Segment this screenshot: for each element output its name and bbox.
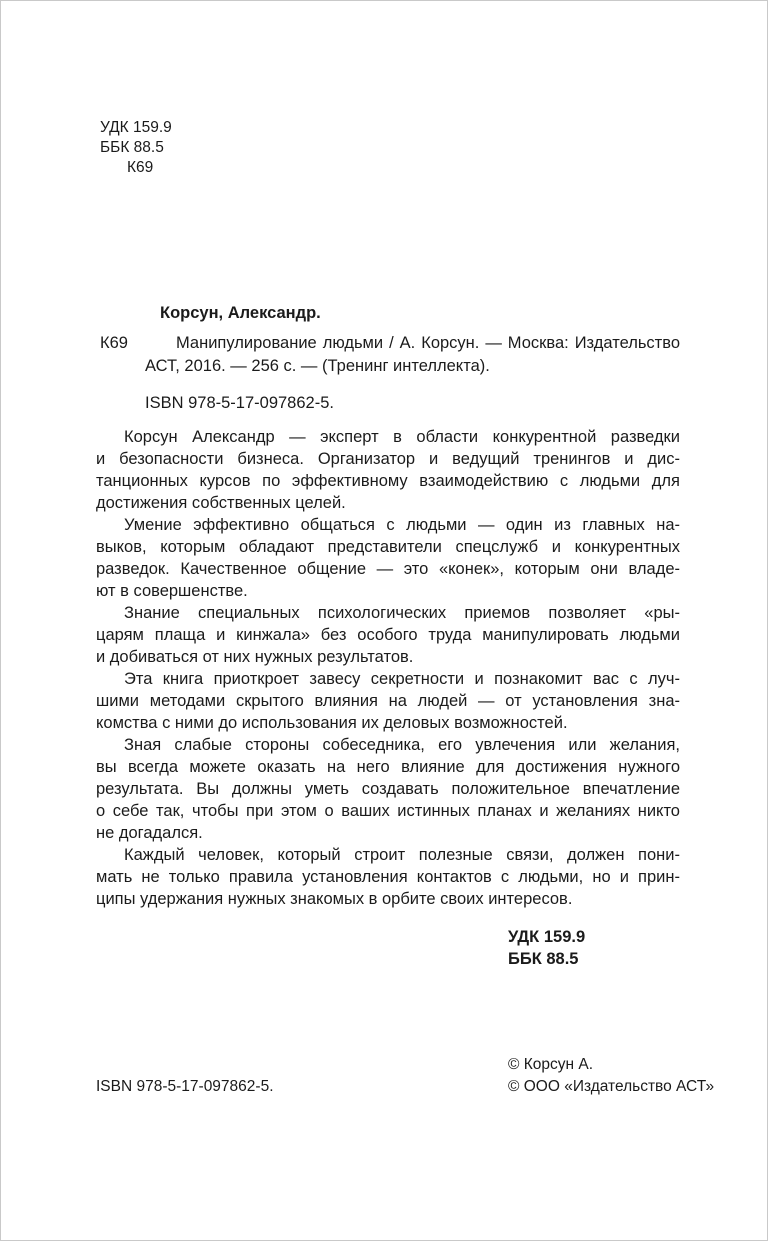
- paragraph: [96, 844, 680, 910]
- text-line: достижения собственных целей.: [96, 494, 346, 512]
- isbn-middle: ISBN 978-5-17-097862-5.: [145, 394, 334, 412]
- udk-code-bottom: УДК 159.9: [508, 928, 586, 946]
- text-line: шими методами скрытого влияния на людей — от установления зна-: [96, 692, 680, 710]
- text-line: разведок. Качественное общение — это «конек», которым они владе-: [96, 560, 680, 578]
- bbk-code-bottom: ББК 88.5: [508, 950, 579, 968]
- top-classification-block: [100, 118, 172, 178]
- author-sign-margin: К69: [100, 334, 128, 352]
- text-line: результата. Вы должны уметь создавать положительное впечатление: [96, 780, 680, 798]
- text-line: царям плаща и кинжала» без особого труда манипулировать людьми: [96, 626, 680, 644]
- text-line: мать не только правила установления контактов с людьми, но и прин-: [96, 868, 680, 886]
- author-heading: Корсун, Александр.: [160, 304, 321, 322]
- text-line: ют в совершенстве.: [96, 582, 248, 600]
- text-line: выков, которым обладают представители спецслужб и конкурентных: [96, 538, 680, 556]
- text-line: вы всегда можете оказать на него влияние для достижения нужного: [96, 758, 680, 776]
- text-line: Зная слабые стороны собеседника, его увлечения или желания,: [124, 736, 680, 754]
- text-line: не догадался.: [96, 824, 203, 842]
- text-line: Умение эффективно общаться с людьми — один из главных на-: [124, 516, 680, 534]
- copyright-author: © Корсун А.: [508, 1056, 594, 1073]
- bottom-classification-block: [508, 926, 585, 970]
- text-line: комства с ними до использования их деловых возможностей.: [96, 714, 568, 732]
- text-line: Каждый человек, который строит полезные связи, должен пони-: [124, 846, 680, 864]
- paragraph: [96, 734, 680, 844]
- bib-line: Манипулирование людьми / А. Корсун. — Москва: Издательство: [176, 334, 680, 352]
- text-line: Корсун Александр — эксперт в области конкурентной разведки: [124, 428, 680, 446]
- text-line: Знание специальных психологических приемов позволяет «ры-: [124, 604, 680, 622]
- text-line: и добиваться от них нужных результатов.: [96, 648, 414, 666]
- text-line: танционных курсов по эффективному взаимодействию с людьми для: [96, 472, 680, 490]
- text-line: ципы удержания нужных знакомых в орбите своих интересов.: [96, 890, 573, 908]
- text-line: о себе так, чтобы при этом о ваших истинных планах и желаниях никто: [96, 802, 680, 820]
- isbn-footer: ISBN 978-5-17-097862-5.: [96, 1078, 274, 1095]
- copyright-publisher: © ООО «Издательство АСТ»: [508, 1078, 715, 1095]
- annotation-text: [96, 426, 680, 910]
- udk-code-top: УДК 159.9: [100, 119, 172, 136]
- text-line: и безопасности бизнеса. Организатор и ведущий тренингов и дис-: [96, 450, 680, 468]
- paragraph: [96, 426, 680, 514]
- bbk-code-top: ББК 88.5: [100, 139, 164, 156]
- copyright-block: [508, 1054, 714, 1098]
- paragraph: [96, 668, 680, 734]
- bib-line: АСТ, 2016. — 256 с. — (Тренинг интеллекта).: [145, 357, 490, 375]
- text-line: Эта книга приоткроет завесу секретности и познакомит вас с луч-: [124, 670, 680, 688]
- bibliographic-entry: [100, 332, 680, 378]
- author-sign-top: К69: [127, 159, 154, 176]
- paragraph: [96, 602, 680, 668]
- paragraph: [96, 514, 680, 602]
